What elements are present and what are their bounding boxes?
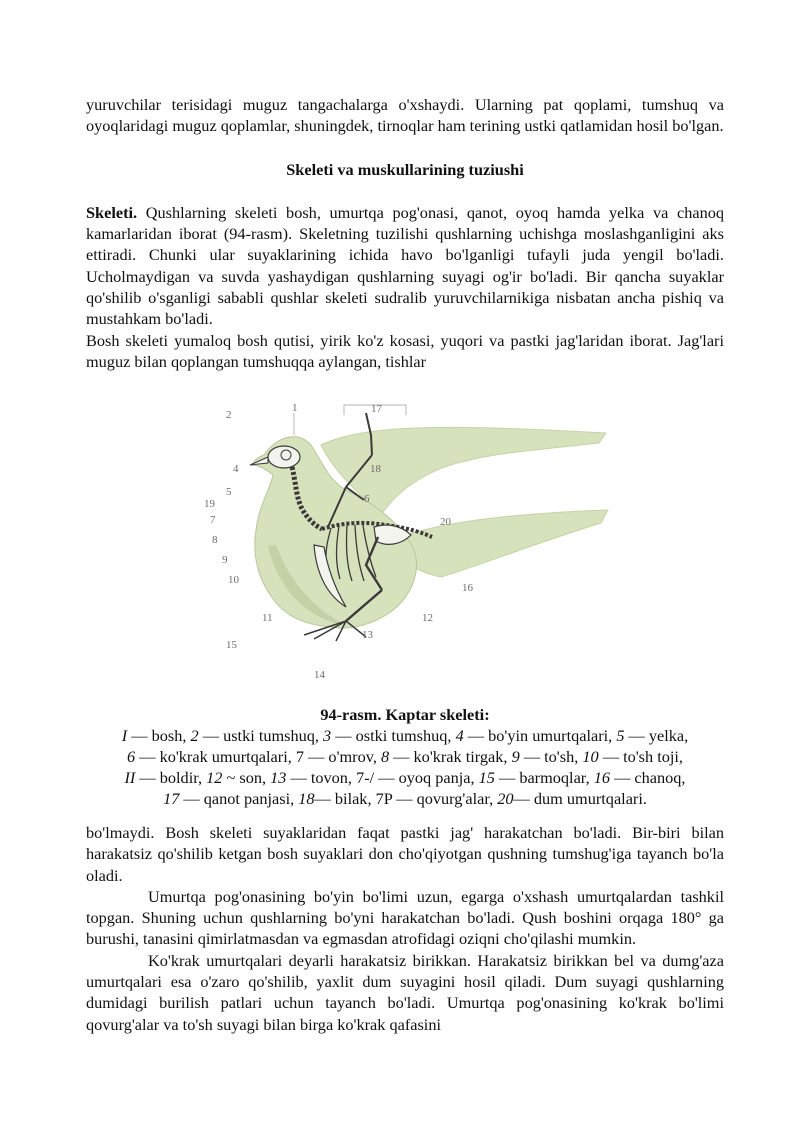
figure-label: 7 bbox=[210, 514, 216, 526]
figure-label: 19 bbox=[204, 498, 215, 510]
caption-text: — chanoq, bbox=[610, 768, 686, 787]
caption-number: 15 bbox=[478, 768, 495, 787]
text-block-bottom bbox=[86, 822, 724, 1035]
caption-text: ~ son, bbox=[222, 768, 271, 787]
pigeon-skeleton-figure bbox=[196, 395, 616, 685]
skeleton-lead: Skeleti. bbox=[86, 202, 138, 222]
caption-number: 3 bbox=[323, 726, 332, 745]
caption-number: 13 bbox=[270, 768, 287, 787]
caption-line bbox=[80, 767, 730, 788]
paragraph-head: Bosh skeleti yumaloq bosh qutisi, yirik ko'z kosasi, yuqori va pastki jag'laridan iborat. Jag'lari muguz bilan qoplangan tumshuqqa aylangan, tishlar bbox=[86, 330, 724, 371]
caption-number: 4 bbox=[455, 726, 464, 745]
caption-text: — bo'yin umurtqalari, bbox=[463, 726, 617, 745]
skull bbox=[268, 446, 300, 468]
caption-text: — ko'krak umurtqalari, 7 — o'mrov, bbox=[135, 747, 381, 766]
caption-text: — tovon, 7-/ — oyoq panja, bbox=[286, 768, 479, 787]
caption-text: — qanot panjasi, bbox=[179, 789, 299, 808]
caption-number: 9 bbox=[511, 747, 520, 766]
caption-text: — bilak, 7P — qovurg'alar, bbox=[314, 789, 498, 808]
figure-label: 13 bbox=[362, 629, 373, 641]
caption-number: 20 bbox=[497, 789, 514, 808]
figure-label: 18 bbox=[370, 463, 381, 475]
caption-text: — to'sh toji, bbox=[598, 747, 683, 766]
caption-number: 17 bbox=[163, 789, 180, 808]
caption-line bbox=[80, 725, 730, 746]
paragraph-skeleton bbox=[86, 202, 724, 330]
paragraph-after-figure: bo'lmaydi. Bosh skeleti suyaklaridan faqat pastki jag' harakatchan bo'ladi. Bir-biri bilan harakatsiz qo'shilib ketgan bosh suyaklari don cho'qiyotgan qushning tumshug'iga tayanch bo'la oladi. bbox=[86, 823, 724, 885]
caption-number: 2 bbox=[190, 726, 199, 745]
figure-label: 16 bbox=[462, 582, 473, 594]
caption-text: — bosh, bbox=[127, 726, 191, 745]
figure-label: 1 bbox=[292, 402, 298, 414]
figure-label: 17 bbox=[371, 403, 382, 415]
figure-label: 9 bbox=[222, 554, 228, 566]
caption-number: 6 bbox=[127, 747, 136, 766]
caption-number: II bbox=[124, 768, 136, 787]
caption-text: — ko'krak tirgak, bbox=[389, 747, 512, 766]
figure-label: 5 bbox=[226, 486, 232, 498]
caption-text: — boldir, bbox=[135, 768, 207, 787]
figure-caption bbox=[80, 704, 730, 809]
caption-number: I bbox=[121, 726, 128, 745]
figure-label: 15 bbox=[226, 639, 237, 651]
skeleton-text: Qushlarning skeleti bosh, umurtqa pog'onasi, qanot, oyoq hamda yelka va chanoq kamarlaridan iborat (94-rasm). Skeletning tuzilishi qushlarning uchishga moslashganligini aks ettiradi. Chunki ular suyaklarining ichida havo bo'lganligi tufayli juda yengil bo'ladi. Ucholmaydigan va suvda yashaydigan qushlarning suyagi og'ir bo'ladi. Bir qancha suyaklar qo'shilib o'sganligi sababli qushlar skeleti sudralib yuruvchilarnikiga nisbatan ancha pishiq va mustahkam bo'ladi. bbox=[86, 202, 724, 329]
paragraph-top: yuruvchilar terisidagi muguz tangachalarga o'xshaydi. Ularning pat qoplami, tumshuq va oyoqlaridagi muguz qoplamlar, shuningdek, tirnoqlar ham terining ustki qatlamidan hosil bo'lgan. bbox=[86, 95, 724, 136]
figure-label: 11 bbox=[262, 612, 273, 624]
caption-number: 18 bbox=[298, 789, 315, 808]
paragraph-neck: Umurtqa pog'onasining bo'yin bo'limi uzun, egarga o'xshash umurtqalardan tashkil topgan. Shuning uchun qushlarning bo'yni harakatchan bo'ladi. Qush boshini orqaga 180° ga burushi, tanasini qimirlatmasdan va egmasdan atrofidagi oziqni cho'qilashi mumkin. bbox=[86, 886, 724, 949]
caption-text: — dum umurtqalari. bbox=[513, 789, 647, 808]
figure-label: 10 bbox=[228, 574, 239, 586]
figure-label: 20 bbox=[440, 516, 451, 528]
figure-label: 8 bbox=[212, 534, 218, 546]
caption-text: — barmoqlar, bbox=[494, 768, 594, 787]
text-block-top bbox=[86, 94, 724, 372]
caption-number: 16 bbox=[593, 768, 610, 787]
caption-number: 5 bbox=[616, 726, 625, 745]
caption-title: 94-rasm. Kaptar skeleti: bbox=[320, 705, 490, 724]
caption-number: 12 bbox=[206, 768, 223, 787]
figure-label: 6 bbox=[364, 493, 370, 505]
figure-label: 2 bbox=[226, 409, 232, 421]
caption-line bbox=[80, 746, 730, 767]
figure-label: 4 bbox=[233, 463, 239, 475]
figure-label: 14 bbox=[314, 669, 325, 681]
section-heading: Skeleti va muskullarining tuziushi bbox=[286, 159, 524, 179]
paragraph-chest: Ko'krak umurtqalari deyarli harakatsiz birikkan. Harakatsiz birikkan bel va dumg'aza umurtqalari esa o'zaro qo'shilib, yaxlit dum suyagini hosil qiladi. Dum suyagi qushlarning dumidagi burilish patlari uchun tayanch bo'ladi. Umurtqa pog'onasining ko'krak bo'limi qovurg'alar va to'sh suyagi bilan birga ko'krak qafasini bbox=[86, 950, 724, 1034]
pigeon-skeleton-illustration bbox=[196, 395, 616, 685]
caption-text: — to'sh, bbox=[519, 747, 583, 766]
caption-number: 8 bbox=[380, 747, 390, 766]
caption-text: — ustki tumshuq, bbox=[198, 726, 324, 745]
caption-number: 10 bbox=[582, 747, 599, 766]
figure-label: 12 bbox=[422, 612, 433, 624]
tail-shape bbox=[384, 510, 608, 577]
caption-text: — yelka, bbox=[624, 726, 689, 745]
caption-text: — ostki tumshuq, bbox=[331, 726, 456, 745]
caption-line bbox=[80, 788, 730, 809]
